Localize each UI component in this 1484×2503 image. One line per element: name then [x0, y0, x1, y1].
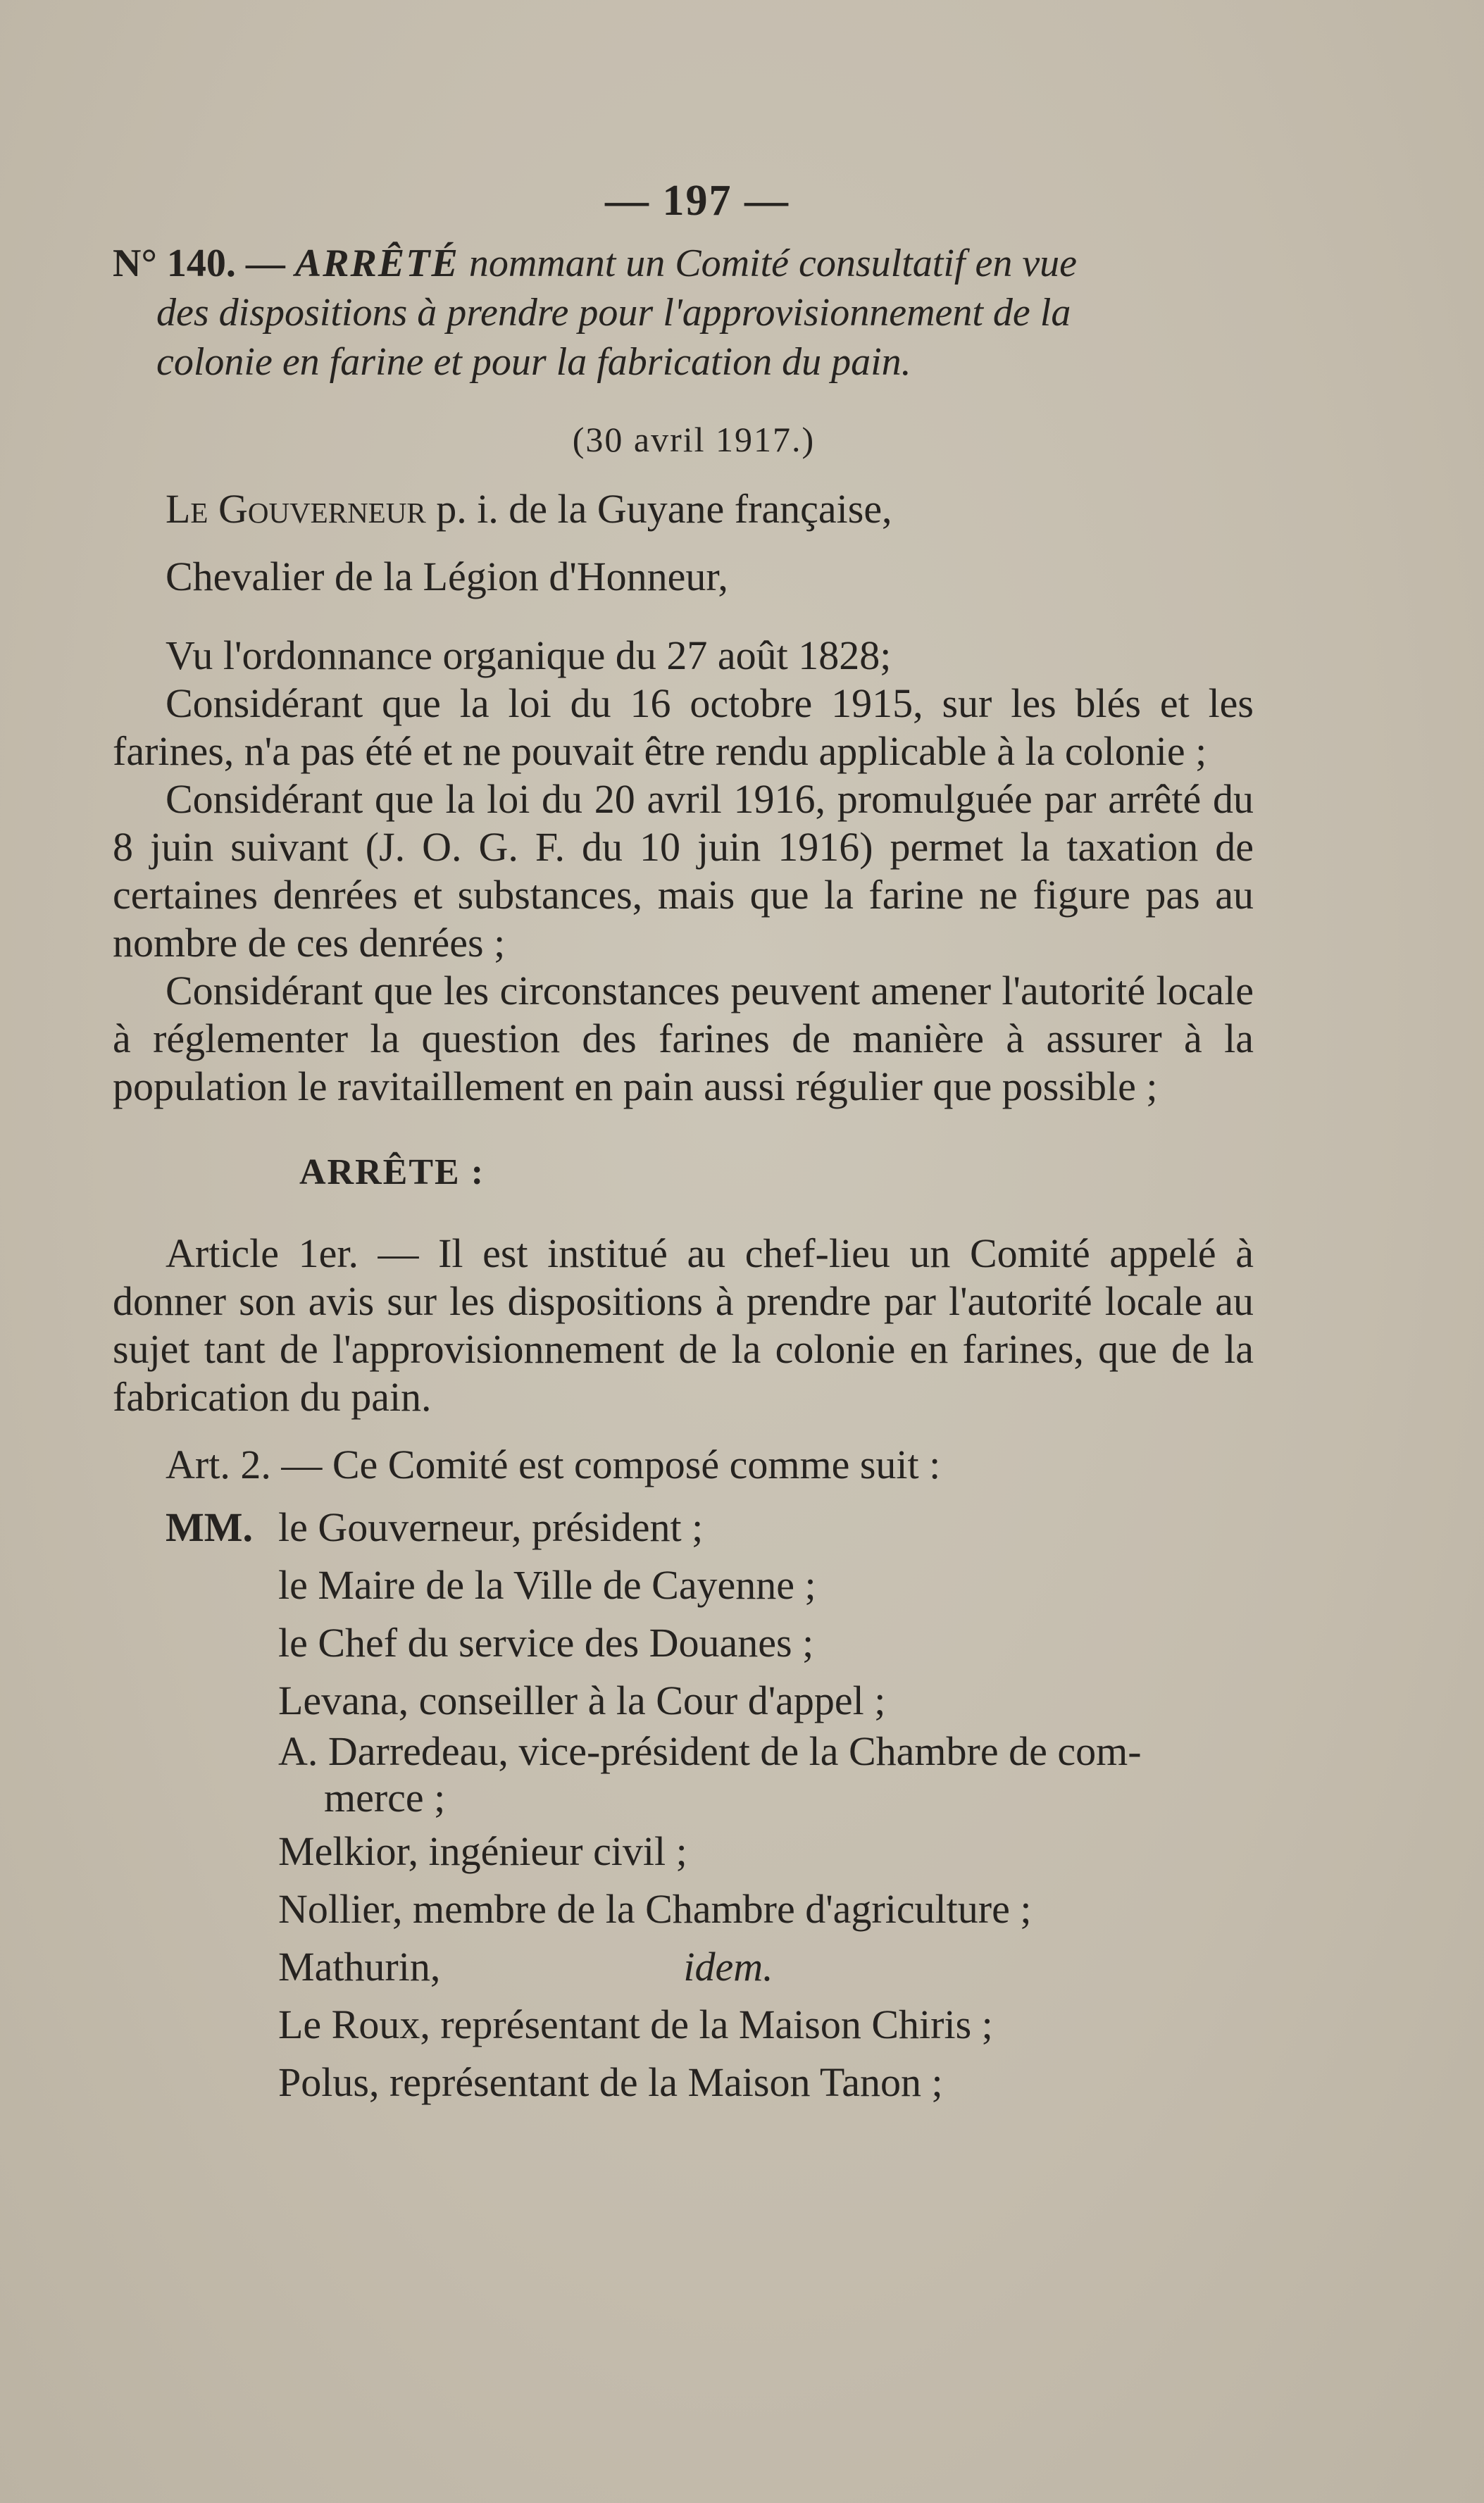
list-item: [113, 1823, 1254, 1880]
article-2: Art. 2. — Ce Comité est composé comme suit :: [166, 1442, 941, 1487]
list-item: [113, 2054, 1254, 2111]
chevalier-line: Chevalier de la Légion d'Honneur,: [166, 554, 728, 599]
member-darredeau-line-2: merce ;: [324, 1775, 446, 1821]
member-name: Levana, conseiller à la Cour d'appel ;: [278, 1678, 886, 1723]
members-label: MM.: [166, 1504, 253, 1550]
member-darredeau: [278, 1730, 1254, 1823]
list-item: [113, 1672, 1254, 1730]
member-darredeau-line-1: A. Darredeau, vice-président de la Chambre de com-: [278, 1728, 1142, 1774]
member-name: Nollier, membre de la Chambre d'agriculture ;: [278, 1886, 1032, 1932]
arrete-heading: ARRÊTE :: [299, 1152, 485, 1192]
list-item: [113, 1996, 1254, 2054]
list-item: [113, 1556, 1254, 1614]
document-page: [113, 176, 1254, 2111]
member-row-first: [113, 1499, 1254, 1556]
member-name: Polus, représentant de la Maison Tanon ;: [278, 2059, 943, 2105]
decree-title-line-1: [113, 239, 1254, 288]
member-list: [113, 1499, 1254, 2111]
governor-rest: p. i. de la Guyane française,: [425, 486, 892, 532]
list-item: [113, 1730, 1254, 1823]
governor-line: [113, 485, 1254, 533]
member-name: Le Roux, représentant de la Maison Chiris ;: [278, 2002, 993, 2047]
list-item: [113, 1938, 1254, 1996]
member-name: le Chef du service des Douanes ;: [278, 1620, 814, 1666]
considerant-1: Vu l'ordonnance organique du 27 août 1828;: [166, 632, 892, 678]
decree-number: N° 140. —: [113, 242, 285, 285]
considerant-2: Considérant que la loi du 16 octobre 1915, sur les blés et les farines, n'a pas été et ne pouvait être rendu applicable à la colonie ;: [113, 680, 1254, 774]
member-name: le Maire de la Ville de Cayenne ;: [278, 1562, 816, 1608]
page-number: — 197 —: [605, 177, 790, 225]
article-1: Article 1er. — Il est institué au chef-lieu un Comité appelé à donner son avis sur les dispositions à prendre par l'autorité locale au sujet tant de l'approvisionnement de la colonie en farines, que de la fabrication du pain.: [113, 1230, 1254, 1420]
decree-title-line-1-rest: nommant un Comité consultatif en vue: [468, 242, 1078, 285]
member-mathurin-name: Mathurin,: [278, 1944, 441, 1990]
decree-title-line-3: colonie en farine et pour la fabrication du pain.: [156, 340, 911, 384]
considerant-4: Considérant que les circonstances peuvent amener l'autorité locale à réglementer la question des farines de manière à assurer à la population le ravitaillement en pain aussi régulier que possible ;: [113, 968, 1254, 1109]
decree-date: (30 avril 1917.): [572, 420, 816, 459]
member-mathurin-idem: idem.: [683, 1944, 773, 1990]
list-item: [113, 1880, 1254, 1938]
considerant-3: Considérant que la loi du 20 avril 1916, promulguée par arrêté du 8 juin suivant (J. O. G. F. du 10 juin 1916) permet la taxation de certaines denrées et substances, mais que la farine ne figure pas au nombre de ces denrées ;: [113, 776, 1254, 966]
decree-type: ARRÊTÉ: [294, 242, 459, 285]
member-first: le Gouverneur, président ;: [278, 1504, 704, 1550]
governor-title: Le Gouverneur: [166, 486, 426, 532]
decree-title-line-2: des dispositions à prendre pour l'approvisionnement de la: [156, 291, 1071, 335]
member-mathurin: [278, 1938, 1254, 1996]
list-item: [113, 1614, 1254, 1672]
member-name: Melkior, ingénieur civil ;: [278, 1828, 687, 1874]
decree-title: [113, 239, 1254, 387]
